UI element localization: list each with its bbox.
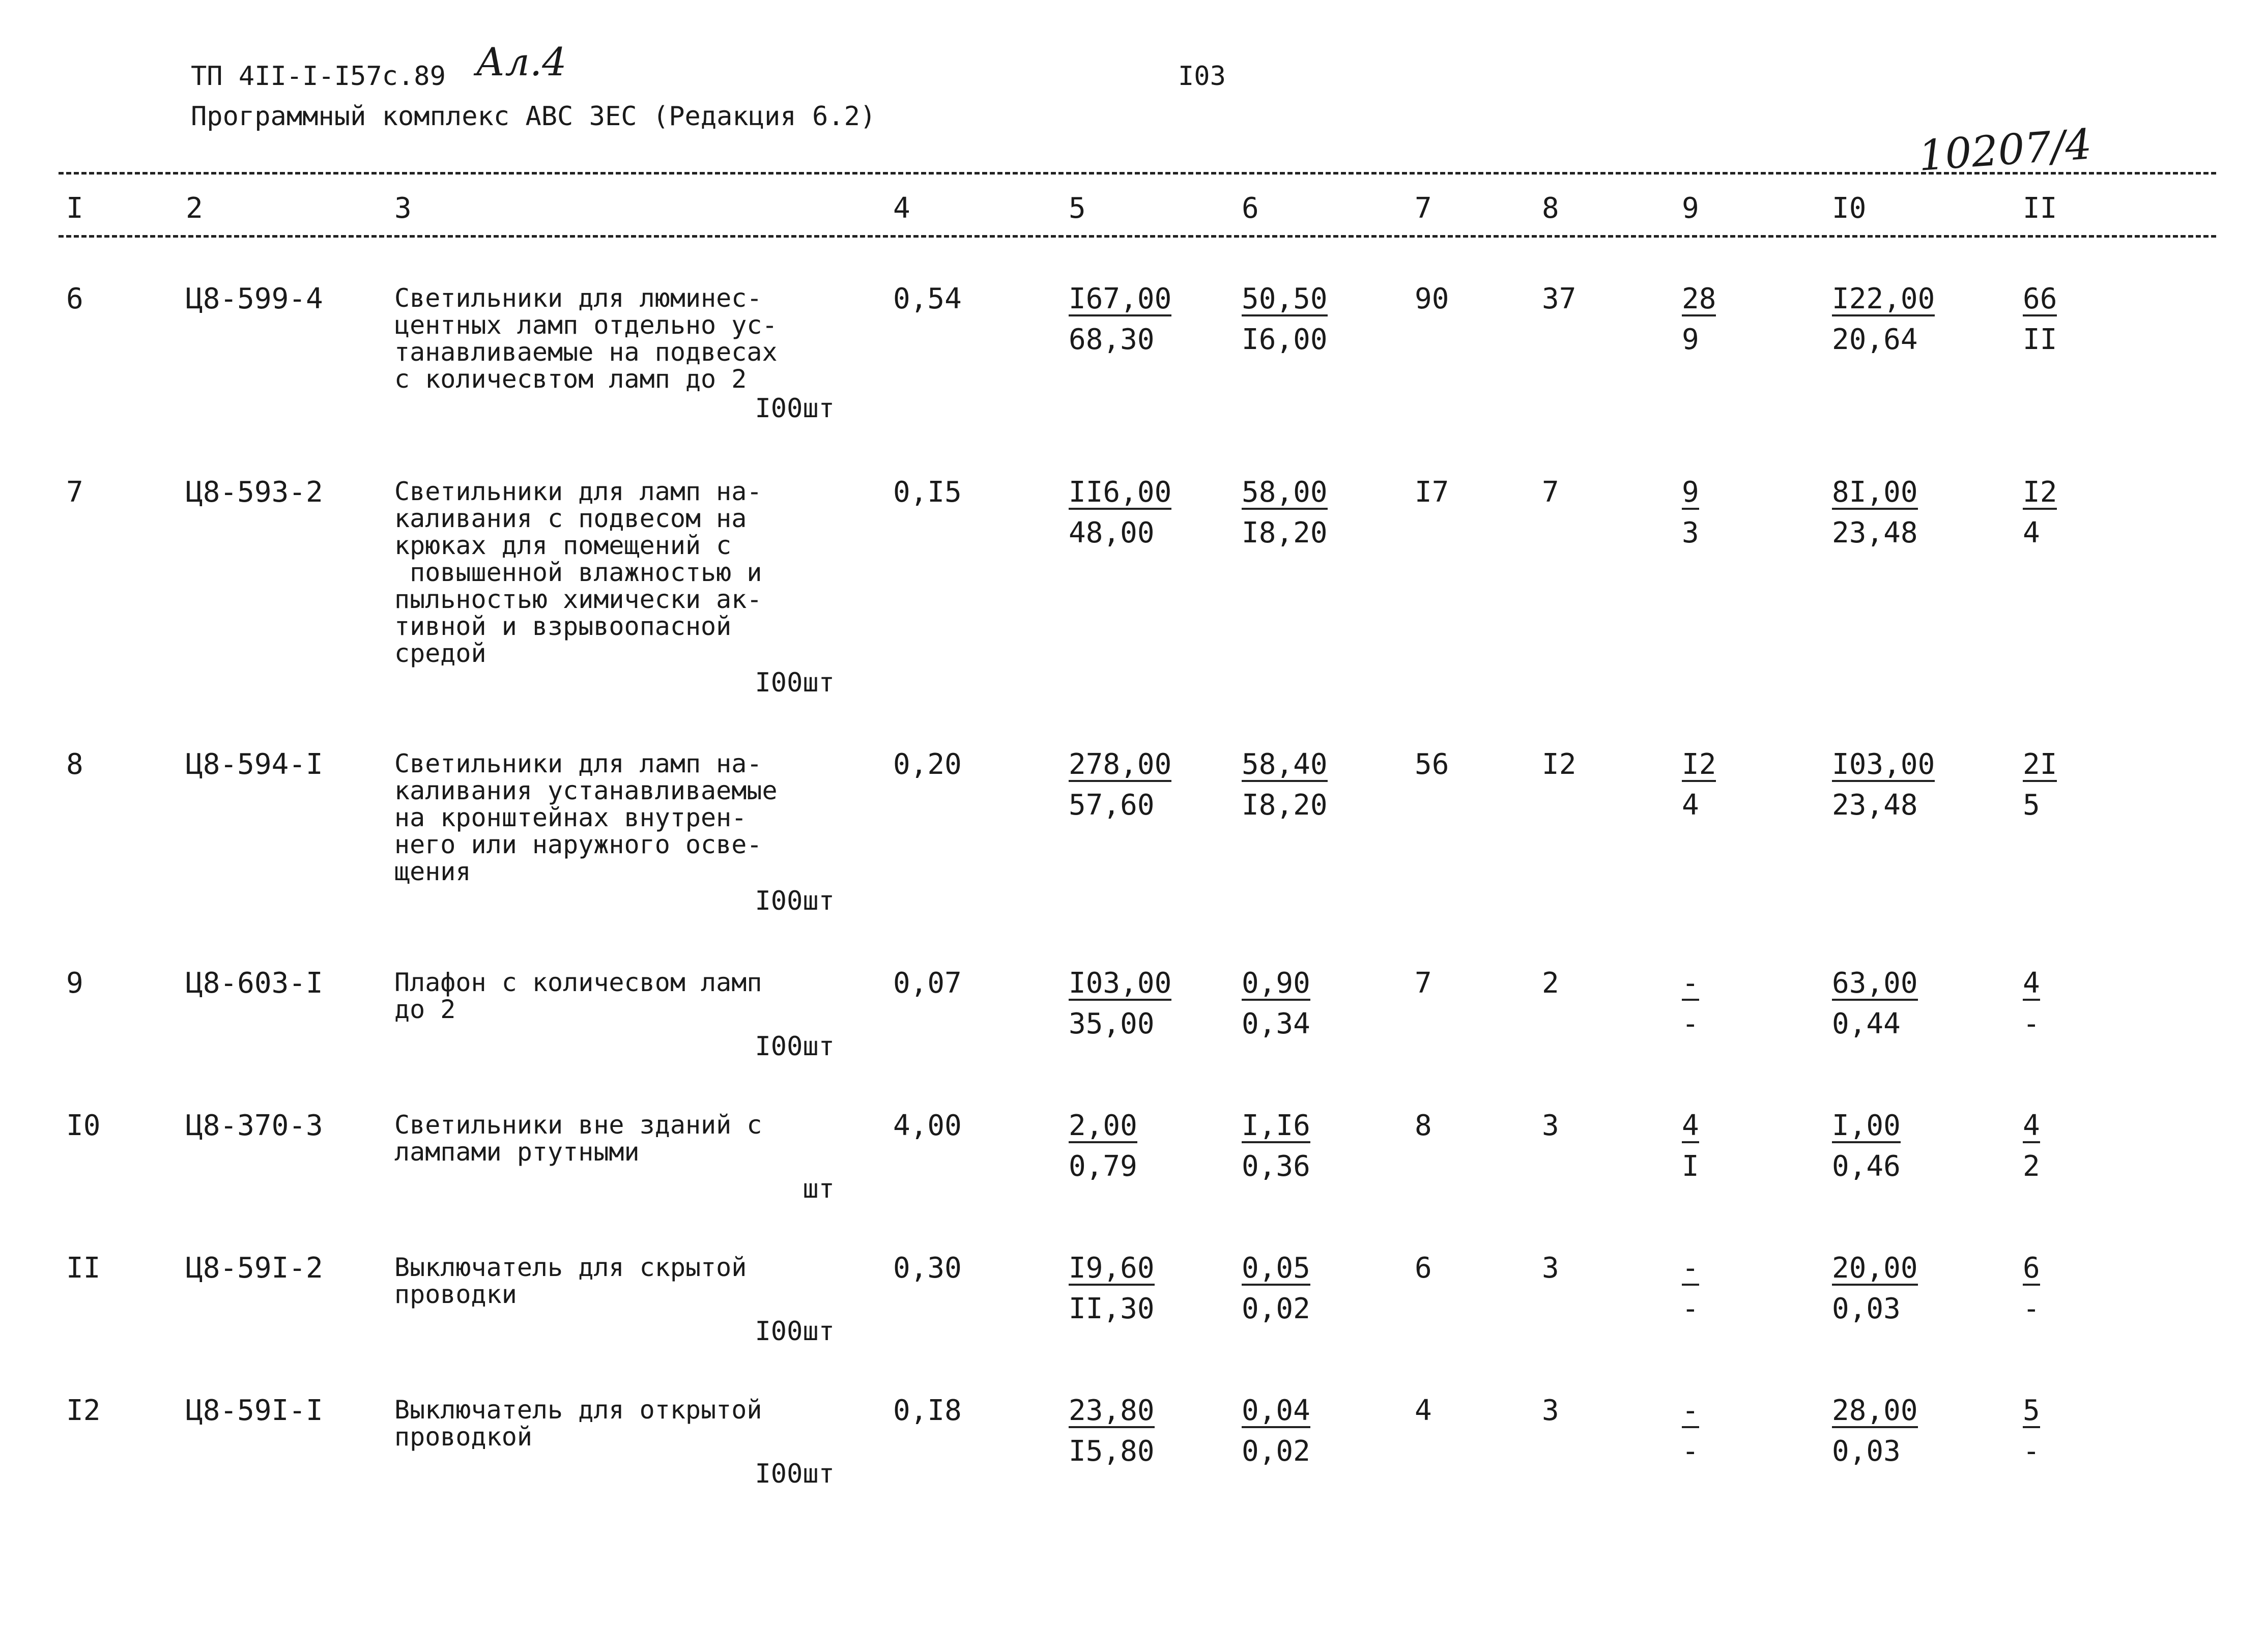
work-description: Светильники вне зданий с лампами ртутными	[394, 1110, 762, 1167]
column-11-fraction-denominator: -	[2023, 1435, 2040, 1468]
measure-unit: I00шт	[755, 1031, 835, 1062]
row-number: I2	[66, 1394, 101, 1427]
column-10-fraction	[1832, 282, 1935, 356]
unit-cost-machines	[1242, 750, 1328, 820]
row-number: 9	[66, 967, 83, 1000]
column-11-fraction-denominator: 2	[2023, 1150, 2040, 1183]
column-10-fraction	[1832, 1394, 1918, 1468]
unit-cost-total	[1069, 1109, 1137, 1183]
page-number: I03	[1178, 61, 1226, 92]
measure-unit: I00шт	[755, 668, 835, 698]
column-9-fraction-numerator: 4	[1682, 1109, 1699, 1142]
column-11-fraction	[2023, 478, 2057, 547]
column-7-value: 56	[1415, 748, 1449, 781]
column-11-fraction	[2023, 282, 2057, 356]
column-10-fraction	[1832, 478, 1918, 547]
quantity: 0,54	[893, 282, 962, 315]
row-number: I0	[66, 1109, 101, 1142]
measure-unit: I00шт	[755, 1316, 835, 1347]
measure-unit: шт	[802, 1174, 835, 1204]
measure-unit: I00шт	[755, 393, 835, 424]
column-11-fraction	[2023, 1394, 2040, 1468]
column-7-value: I7	[1415, 476, 1449, 509]
unit-cost-machines-denominator: 0,34	[1242, 1007, 1310, 1040]
column-9-fraction	[1682, 1394, 1699, 1468]
column-9-fraction	[1682, 478, 1699, 547]
column-10-fraction-denominator: 23,48	[1832, 789, 1918, 822]
column-11-fraction-numerator: 66	[2023, 282, 2057, 315]
quantity: 0,I5	[893, 476, 962, 509]
column-9-fraction-denominator: -	[1682, 1435, 1699, 1468]
column-10-fraction-denominator: 0,03	[1832, 1292, 1901, 1325]
column-9-fraction-denominator: -	[1682, 1292, 1699, 1325]
column-11-fraction-denominator: -	[2023, 1007, 2040, 1040]
column-11-fraction-denominator: 5	[2023, 789, 2040, 822]
row-number: II	[66, 1252, 101, 1285]
column-9-fraction	[1682, 1109, 1699, 1183]
unit-cost-machines-denominator: 0,02	[1242, 1435, 1310, 1468]
column-11-fraction-numerator: 2I	[2023, 748, 2057, 781]
column-10-fraction-denominator: 23,48	[1832, 516, 1918, 549]
column-header-1: I	[66, 192, 83, 225]
column-10-fraction-numerator: 28,00	[1832, 1394, 1918, 1427]
column-9-fraction-numerator: I2	[1682, 748, 1716, 781]
column-10-fraction	[1832, 969, 1918, 1038]
quantity: 0,30	[893, 1252, 962, 1285]
column-9-fraction-denominator: 4	[1682, 789, 1699, 822]
column-7-value: 6	[1415, 1252, 1432, 1285]
unit-cost-total-numerator: 2,00	[1069, 1109, 1137, 1142]
unit-cost-machines-numerator: 58,00	[1242, 476, 1328, 509]
column-7-value: 90	[1415, 282, 1449, 315]
row-number: 8	[66, 748, 83, 781]
column-11-fraction-denominator: II	[2023, 323, 2057, 356]
column-10-fraction-numerator: I22,00	[1832, 282, 1935, 315]
program-line: Программный комплекс АВС ЗЕС (Редакция 6.2)	[191, 101, 876, 132]
rate-code: Ц8-59I-I	[186, 1394, 323, 1427]
unit-cost-total-denominator: II,30	[1069, 1292, 1155, 1325]
column-8-value: 7	[1542, 476, 1559, 509]
column-8-value: 2	[1542, 967, 1559, 1000]
column-7-value: 4	[1415, 1394, 1432, 1427]
unit-cost-machines	[1242, 969, 1310, 1038]
column-11-fraction	[2023, 1109, 2040, 1183]
column-header-6: 6	[1242, 192, 1259, 225]
column-header-2: 2	[186, 192, 203, 225]
column-9-fraction-numerator: 9	[1682, 476, 1699, 509]
unit-cost-total	[1069, 1254, 1155, 1323]
unit-cost-total-denominator: 48,00	[1069, 516, 1155, 549]
column-8-value: 3	[1542, 1109, 1559, 1142]
column-10-fraction-denominator: 0,44	[1832, 1007, 1901, 1040]
column-11-fraction-numerator: 5	[2023, 1394, 2040, 1427]
column-9-fraction-denominator: I	[1682, 1150, 1699, 1183]
column-10-fraction	[1832, 1254, 1918, 1323]
rate-code: Ц8-593-2	[186, 476, 323, 509]
quantity: 0,20	[893, 748, 962, 781]
work-description: Выключатель для скрытой проводки	[394, 1253, 747, 1309]
rate-code: Ц8-59I-2	[186, 1252, 323, 1285]
column-9-fraction-denominator: 9	[1682, 323, 1699, 356]
column-10-fraction-numerator: 20,00	[1832, 1252, 1918, 1285]
header-bottom-rule	[59, 235, 2216, 238]
column-header-9: 9	[1682, 192, 1699, 225]
quantity: 0,I8	[893, 1394, 962, 1427]
column-11-fraction-numerator: I2	[2023, 476, 2057, 509]
unit-cost-total-numerator: I67,00	[1069, 282, 1172, 315]
unit-cost-machines-numerator: I,I6	[1242, 1109, 1310, 1142]
column-10-fraction-denominator: 0,03	[1832, 1435, 1901, 1468]
column-header-8: 8	[1542, 192, 1559, 225]
unit-cost-total-numerator: II6,00	[1069, 476, 1172, 509]
column-header-7: 7	[1415, 192, 1432, 225]
unit-cost-total-denominator: 68,30	[1069, 323, 1155, 356]
doc-code: ТП 4II-I-I57с.89	[191, 61, 446, 92]
unit-cost-total-numerator: I03,00	[1069, 967, 1172, 1000]
work-description: Плафон с количесвом ламп до 2	[394, 968, 762, 1024]
row-number: 7	[66, 476, 83, 509]
unit-cost-machines	[1242, 1254, 1310, 1323]
work-description: Светильники для ламп на- каливания устанавливаемые на кронштейнах внутрен- него или наружного осве- щения	[394, 749, 778, 886]
column-9-fraction	[1682, 969, 1699, 1038]
unit-cost-machines	[1242, 478, 1328, 547]
stamp-number: 10207/4	[1917, 120, 2094, 181]
album-note: Ал.4	[476, 39, 567, 84]
column-header-10: I0	[1832, 192, 1867, 225]
unit-cost-total-denominator: 35,00	[1069, 1007, 1155, 1040]
unit-cost-machines	[1242, 1109, 1310, 1183]
unit-cost-machines-numerator: 0,05	[1242, 1252, 1310, 1285]
unit-cost-total	[1069, 750, 1171, 820]
column-9-fraction-numerator: -	[1682, 1394, 1699, 1427]
unit-cost-machines-numerator: 0,90	[1242, 967, 1310, 1000]
column-11-fraction-denominator: 4	[2023, 516, 2040, 549]
work-description: Светильники для люминес- центных ламп отдельно ус- танавливаемые на подвесах с количесвтом ламп до 2	[394, 283, 778, 394]
unit-cost-machines-denominator: 0,36	[1242, 1150, 1310, 1183]
header-top-rule	[59, 172, 2216, 175]
column-header-11: II	[2023, 192, 2057, 225]
unit-cost-total-denominator: 0,79	[1069, 1150, 1137, 1183]
unit-cost-machines-numerator: 50,50	[1242, 282, 1328, 315]
column-9-fraction	[1682, 750, 1716, 820]
unit-cost-machines-denominator: I8,20	[1242, 516, 1328, 549]
column-8-value: 3	[1542, 1394, 1559, 1427]
unit-cost-machines-denominator: I8,20	[1242, 789, 1328, 822]
rate-code: Ц8-603-I	[186, 967, 323, 1000]
column-7-value: 7	[1415, 967, 1432, 1000]
column-7-value: 8	[1415, 1109, 1432, 1142]
column-11-fraction	[2023, 969, 2040, 1038]
measure-unit: I00шт	[755, 1459, 835, 1489]
measure-unit: I00шт	[755, 886, 835, 916]
column-8-value: I2	[1542, 748, 1576, 781]
column-9-fraction	[1682, 282, 1716, 356]
unit-cost-machines	[1242, 1394, 1310, 1468]
column-10-fraction-denominator: 20,64	[1832, 323, 1918, 356]
column-11-fraction-numerator: 4	[2023, 1109, 2040, 1142]
column-10-fraction-numerator: I,00	[1832, 1109, 1901, 1142]
column-11-fraction-denominator: -	[2023, 1292, 2040, 1325]
quantity: 0,07	[893, 967, 962, 1000]
column-9-fraction-numerator: -	[1682, 1252, 1699, 1285]
column-10-fraction	[1832, 1109, 1901, 1183]
unit-cost-machines-numerator: 58,40	[1242, 748, 1328, 781]
unit-cost-machines-denominator: I6,00	[1242, 323, 1328, 356]
column-10-fraction-numerator: 8I,00	[1832, 476, 1918, 509]
column-11-fraction	[2023, 750, 2057, 820]
column-10-fraction-denominator: 0,46	[1832, 1150, 1901, 1183]
column-11-fraction-numerator: 4	[2023, 967, 2040, 1000]
unit-cost-total	[1069, 478, 1171, 547]
row-number: 6	[66, 282, 83, 315]
column-9-fraction-denominator: -	[1682, 1007, 1699, 1040]
quantity: 4,00	[893, 1109, 962, 1142]
unit-cost-machines-numerator: 0,04	[1242, 1394, 1310, 1427]
unit-cost-total	[1069, 969, 1171, 1038]
column-11-fraction-numerator: 6	[2023, 1252, 2040, 1285]
rate-code: Ц8-370-3	[186, 1109, 323, 1142]
unit-cost-machines	[1242, 282, 1328, 356]
unit-cost-total-denominator: 57,60	[1069, 789, 1155, 822]
column-header-5: 5	[1069, 192, 1086, 225]
column-9-fraction-denominator: 3	[1682, 516, 1699, 549]
unit-cost-total	[1069, 1394, 1155, 1468]
column-10-fraction	[1832, 750, 1935, 820]
column-11-fraction	[2023, 1254, 2040, 1323]
unit-cost-total-denominator: I5,80	[1069, 1435, 1155, 1468]
work-description: Выключатель для открытой проводкой	[394, 1395, 762, 1452]
column-10-fraction-numerator: 63,00	[1832, 967, 1918, 1000]
unit-cost-total-numerator: I9,60	[1069, 1252, 1155, 1285]
rate-code: Ц8-594-I	[186, 748, 323, 781]
unit-cost-machines-denominator: 0,02	[1242, 1292, 1310, 1325]
unit-cost-total-numerator: 278,00	[1069, 748, 1172, 781]
rate-code: Ц8-599-4	[186, 282, 323, 315]
column-8-value: 3	[1542, 1252, 1559, 1285]
column-8-value: 37	[1542, 282, 1576, 315]
column-9-fraction-numerator: 28	[1682, 282, 1716, 315]
unit-cost-total	[1069, 282, 1172, 356]
column-10-fraction-numerator: I03,00	[1832, 748, 1935, 781]
unit-cost-total-numerator: 23,80	[1069, 1394, 1155, 1427]
column-header-4: 4	[893, 192, 910, 225]
column-header-3: 3	[394, 192, 412, 225]
column-9-fraction-numerator: -	[1682, 967, 1699, 1000]
column-9-fraction	[1682, 1254, 1699, 1323]
work-description: Светильники для ламп на- каливания с подвесом на крюках для помещений с повышенной влажностью и пыльностью химически ак- тивной и взрывоопасной средой	[394, 477, 762, 668]
